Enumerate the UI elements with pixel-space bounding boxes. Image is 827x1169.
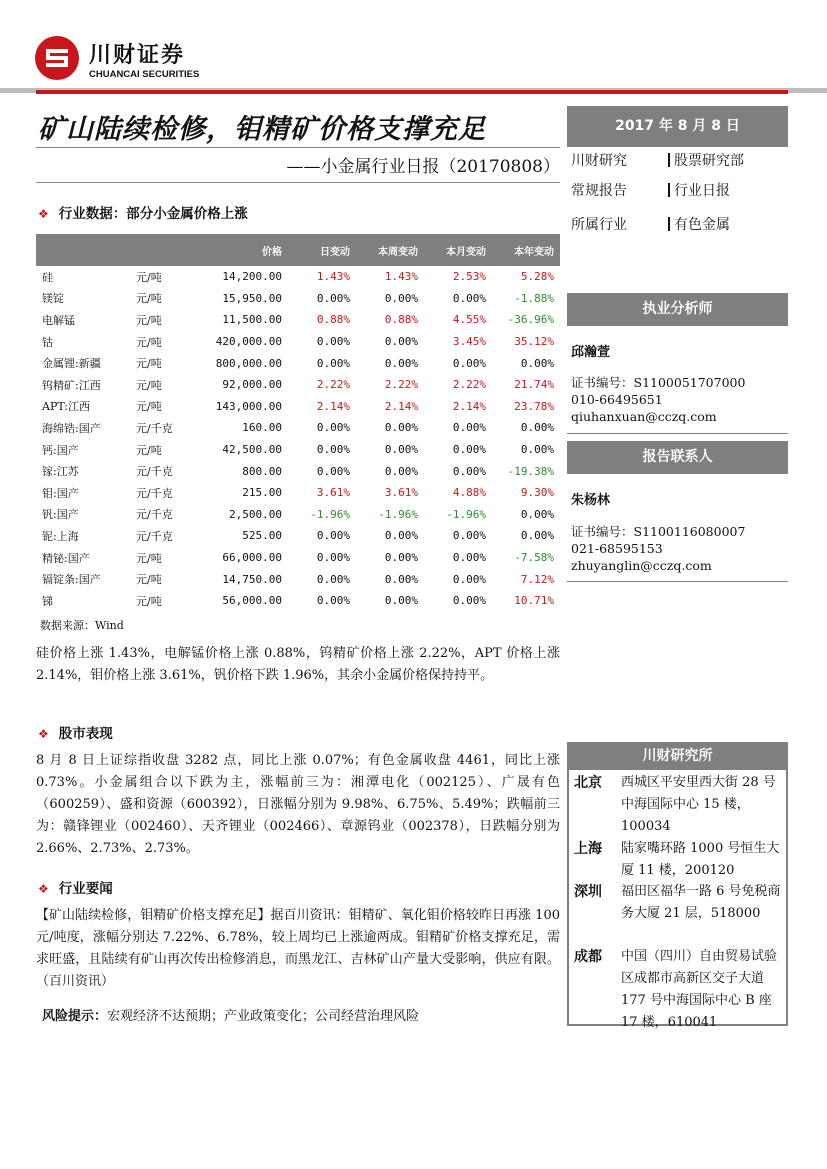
section-heading-news: ❖ 行业要闻 [38, 881, 113, 897]
table-cell-w: 0.00% [384, 464, 418, 478]
table-cell-y: 23.78% [514, 399, 554, 413]
price-table [36, 234, 560, 612]
table-cell-price: 15,950.00 [222, 291, 282, 305]
diamond-bullet-icon: ❖ [38, 207, 49, 221]
table-row [36, 309, 560, 331]
office-address: 西城区平安里西大街 28 号中海国际中心 15 楼，100034 [621, 775, 776, 834]
table-row [36, 460, 560, 482]
office-list [567, 770, 788, 1030]
table-row [36, 266, 560, 288]
table-cell-y: 0.00% [520, 507, 554, 521]
table-cell-d: 0.00% [316, 356, 350, 370]
table-header-cell: 本周变动 [356, 234, 424, 266]
table-cell-price: 215.00 [242, 486, 282, 500]
meta-key: 川财研究 [571, 153, 627, 169]
table-cell-y: -1.88% [514, 291, 554, 305]
table-cell-price: 56,000.00 [222, 594, 282, 608]
table-cell-price: 92,000.00 [222, 378, 282, 392]
table-cell-y: 7.12% [520, 572, 554, 586]
table-cell-unit: 元/千克 [136, 465, 173, 479]
table-cell-unit: 元/吨 [136, 378, 162, 392]
meta-key: 常规报告 [571, 183, 627, 199]
office-city: 上海 [574, 841, 602, 857]
table-cell-name: 硅 [42, 270, 53, 284]
table-row [36, 352, 560, 374]
table-cell-d: 1.43% [316, 270, 350, 284]
table-cell-d: 0.00% [316, 291, 350, 305]
table-cell-unit: 元/千克 [136, 508, 173, 522]
table-cell-unit: 元/千克 [136, 486, 173, 500]
table-cell-unit: 元/吨 [136, 551, 162, 565]
table-cell-y: -36.96% [507, 313, 554, 327]
table-row [36, 504, 560, 526]
table-cell-unit: 元/吨 [136, 357, 162, 371]
table-cell-name: 钙:国产 [42, 443, 79, 457]
table-cell-m: 0.00% [452, 291, 486, 305]
table-cell-price: 14,200.00 [222, 270, 282, 284]
brand-name-en: CHUANCAI SECURITIES [89, 69, 200, 80]
table-cell-y: 0.00% [520, 529, 554, 543]
contact-email[interactable]: zhuyanglin@cczq.com [571, 558, 712, 573]
brand-logo-icon [35, 36, 79, 80]
table-cell-price: 2,500.00 [229, 507, 282, 521]
table-cell-unit: 元/吨 [136, 335, 162, 349]
table-cell-w: 0.00% [384, 356, 418, 370]
table-cell-unit: 元/吨 [136, 292, 162, 306]
table-cell-d: 0.00% [316, 594, 350, 608]
table-cell-price: 800.00 [242, 464, 282, 478]
table-cell-name: 钒:国产 [42, 508, 79, 522]
report-subtitle: ——小金属行业日报（20170808） [286, 157, 560, 177]
table-cell-unit: 元/吨 [136, 400, 162, 414]
table-cell-m: 0.00% [452, 551, 486, 565]
meta-key: 所属行业 [571, 217, 627, 233]
table-cell-name: 钼:国产 [42, 486, 79, 500]
brand-logo [35, 36, 215, 86]
office-city: 北京 [574, 775, 602, 791]
header-divider-red [36, 90, 788, 94]
table-cell-w: 0.00% [384, 335, 418, 349]
table-cell-unit: 元/吨 [136, 594, 162, 608]
risk-label: 风险提示： [42, 1009, 108, 1024]
table-cell-d: 0.00% [316, 551, 350, 565]
table-cell-w: 0.00% [384, 572, 418, 586]
table-cell-price: 14,750.00 [222, 572, 282, 586]
table-cell-d: 0.00% [316, 572, 350, 586]
meta-value: 行业日报 [674, 183, 730, 199]
table-cell-unit: 元/吨 [136, 313, 162, 327]
sidebar-divider [567, 433, 788, 434]
table-header-cell: 本月变动 [424, 234, 492, 266]
table-cell-price: 143,000.00 [215, 399, 282, 413]
contact-cert: 证书编号：S1100116080007 [571, 524, 746, 539]
table-cell-y: 0.00% [520, 421, 554, 435]
table-row [36, 482, 560, 504]
table-row [36, 568, 560, 590]
table-header-cell [136, 234, 206, 266]
table-cell-m: 3.45% [452, 335, 486, 349]
table-row [36, 547, 560, 569]
table-cell-m: 0.00% [452, 572, 486, 586]
table-row [36, 331, 560, 353]
risk-text: 宏观经济不达预期；产业政策变化；公司经营治理风险 [107, 1009, 420, 1024]
table-cell-name: 钴 [42, 335, 53, 349]
data-source-note: 数据来源：Wind [40, 619, 124, 632]
table-cell-m: 4.88% [452, 486, 486, 500]
table-cell-unit: 元/吨 [136, 573, 162, 587]
table-cell-m: 0.00% [452, 594, 486, 608]
table-cell-d: 0.00% [316, 529, 350, 543]
diamond-bullet-icon: ❖ [38, 727, 49, 741]
table-cell-m: -1.96% [446, 507, 486, 521]
table-cell-y: -7.58% [514, 551, 554, 565]
office-city: 成都 [574, 949, 602, 965]
table-cell-w: 0.00% [384, 443, 418, 457]
contact-heading: 报告联系人 [567, 441, 788, 474]
table-cell-price: 160.00 [242, 421, 282, 435]
table-cell-y: 35.12% [514, 335, 554, 349]
table-row [36, 417, 560, 439]
table-cell-y: 21.74% [514, 378, 554, 392]
brand-name-cn: 川财证券 [89, 43, 186, 68]
table-cell-w: 3.61% [384, 486, 418, 500]
meta-row-report-type [571, 180, 730, 200]
table-cell-m: 2.53% [452, 270, 486, 284]
office-city: 深圳 [574, 884, 602, 900]
subtitle-divider [36, 182, 560, 183]
risk-note [42, 1005, 419, 1024]
table-cell-name: 电解锰 [42, 313, 75, 327]
meta-value: 股票研究部 [674, 153, 744, 169]
table-cell-m: 2.22% [452, 378, 486, 392]
table-cell-name: APT:江西 [42, 400, 90, 414]
table-cell-w: 2.14% [384, 399, 418, 413]
section-heading-stock-market: ❖ 股市表现 [38, 726, 113, 742]
table-row [36, 374, 560, 396]
table-cell-y: 0.00% [520, 443, 554, 457]
table-cell-d: 0.00% [316, 335, 350, 349]
table-cell-m: 0.00% [452, 443, 486, 457]
table-cell-d: 2.22% [316, 378, 350, 392]
table-row [36, 525, 560, 547]
table-cell-d: 3.61% [316, 486, 350, 500]
diamond-bullet-icon: ❖ [38, 882, 49, 896]
table-cell-unit: 元/吨 [136, 443, 162, 457]
report-title: 矿山陆续检修，钼精矿价格支撑充足 [38, 114, 486, 145]
table-cell-y: 9.30% [520, 486, 554, 500]
table-cell-m: 0.00% [452, 464, 486, 478]
news-paragraph: 【矿山陆续检修，钼精矿价格支撑充足】据百川资讯：钼精矿、氧化钼价格较昨日再涨 100 元/吨度，涨幅分别达 7.22%、6.78%，较上周均已上涨逾两成。钼精矿价格支撑充足，需求旺盛，且陆续有矿山再次传出检修消息，而黑龙江、吉林矿山产量大受影响，供应有限。（百川资讯） [36, 908, 560, 989]
table-cell-unit: 元/千克 [136, 421, 173, 435]
table-cell-name: 镓:江苏 [42, 465, 79, 479]
analyst-email[interactable]: qiuhanxuan@cczq.com [571, 409, 717, 424]
table-cell-name: 镁锭 [42, 292, 64, 306]
table-header-row [36, 234, 560, 266]
table-cell-y: -19.38% [507, 464, 554, 478]
table-cell-price: 525.00 [242, 529, 282, 543]
table-cell-w: 0.00% [384, 529, 418, 543]
table-cell-y: 0.00% [520, 356, 554, 370]
table-cell-w: 0.00% [384, 551, 418, 565]
price-summary-paragraph: 硅价格上涨 1.43%，电解锰价格上涨 0.88%，钨精矿价格上涨 2.22%，APT 价格上涨 2.14%，钼价格上涨 3.61%，钒价格下跌 1.96%，其余小金属价格保持持平。 [36, 646, 560, 683]
table-cell-y: 5.28% [520, 270, 554, 284]
table-cell-name: 金属锂:新疆 [42, 357, 101, 371]
section-heading-industry-data: ❖ 行业数据：部分小金属价格上涨 [38, 206, 248, 222]
analyst-cert: 证书编号：S1100051707000 [571, 375, 746, 390]
table-header-cell: 日变动 [288, 234, 356, 266]
table-cell-name: 镉锭条:国产 [42, 573, 101, 587]
report-date: 2017 年 8 月 8 日 [567, 106, 788, 147]
table-row [36, 439, 560, 461]
analyst-phone: 010-66495651 [571, 392, 663, 407]
table-cell-d: -1.96% [310, 507, 350, 521]
table-cell-w: 0.00% [384, 291, 418, 305]
table-cell-price: 420,000.00 [215, 335, 282, 349]
table-cell-m: 2.14% [452, 399, 486, 413]
table-cell-m: 4.55% [452, 313, 486, 327]
meta-row-research [571, 150, 744, 170]
meta-row-industry [571, 214, 730, 234]
table-cell-price: 42,500.00 [222, 443, 282, 457]
table-cell-name: 精铋:国产 [42, 551, 90, 565]
table-cell-unit: 元/千克 [136, 529, 173, 543]
table-cell-price: 800,000.00 [215, 356, 282, 370]
table-cell-name: 锑 [42, 594, 53, 608]
table-cell-w: 2.22% [384, 378, 418, 392]
office-address: 陆家嘴环路 1000 号恒生大厦 11 楼，200120 [621, 841, 780, 878]
contact-phone: 021-68595153 [571, 541, 663, 556]
office-address: 福田区福华一路 6 号免税商务大厦 21 层，518000 [621, 884, 781, 921]
table-header-cell: 本年变动 [492, 234, 560, 266]
contact-name: 朱杨林 [571, 493, 611, 508]
table-cell-m: 0.00% [452, 356, 486, 370]
table-cell-w: 0.00% [384, 421, 418, 435]
table-cell-w: 0.88% [384, 313, 418, 327]
table-cell-name: 钨精矿:江西 [42, 378, 101, 392]
table-row [36, 396, 560, 418]
table-cell-y: 10.71% [514, 594, 554, 608]
meta-value: 有色金属 [674, 217, 730, 233]
market-paragraph: 8 月 8 日上证综指收盘 3282 点，同比上涨 0.07%；有色金属收盘 4461，同比上涨 0.73%。小金属组合以下跌为主，涨幅前三为：湘潭电化（002125）、广晟有色（600259）、盛和资源（600392），日涨幅分别为 9.98%、6.75%、5.49%；跌幅前三为：赣锋锂业（002460）、天齐锂业（002466）、章源钨业（002378），日跌幅分别为 2.66%、2.73%、2.73%。 [36, 753, 560, 856]
table-cell-d: 0.00% [316, 464, 350, 478]
table-cell-d: 2.14% [316, 399, 350, 413]
table-cell-price: 66,000.00 [222, 551, 282, 565]
table-cell-d: 0.00% [316, 421, 350, 435]
table-cell-name: 海绵锆:国产 [42, 421, 101, 435]
institute-heading: 川财研究所 [567, 742, 788, 770]
table-cell-m: 0.00% [452, 529, 486, 543]
table-cell-unit: 元/吨 [136, 270, 162, 284]
table-row [36, 288, 560, 310]
title-divider [36, 147, 560, 148]
table-cell-w: 1.43% [384, 270, 418, 284]
table-header-cell [36, 234, 136, 266]
analyst-name: 邱瀚萱 [571, 345, 611, 360]
analyst-heading: 执业分析师 [567, 293, 788, 326]
sidebar-divider [567, 581, 788, 582]
table-header-cell: 价格 [206, 234, 288, 266]
table-cell-d: 0.88% [316, 313, 350, 327]
table-row [36, 590, 560, 612]
table-cell-name: 铌:上海 [42, 529, 79, 543]
table-cell-d: 0.00% [316, 443, 350, 457]
table-cell-w: 0.00% [384, 594, 418, 608]
table-cell-price: 11,500.00 [222, 313, 282, 327]
table-cell-m: 0.00% [452, 421, 486, 435]
office-address: 中国（四川）自由贸易试验区成都市高新区交子大道 177 号中海国际中心 B 座 17 楼，610041 [621, 949, 778, 1030]
table-cell-w: -1.96% [378, 507, 418, 521]
